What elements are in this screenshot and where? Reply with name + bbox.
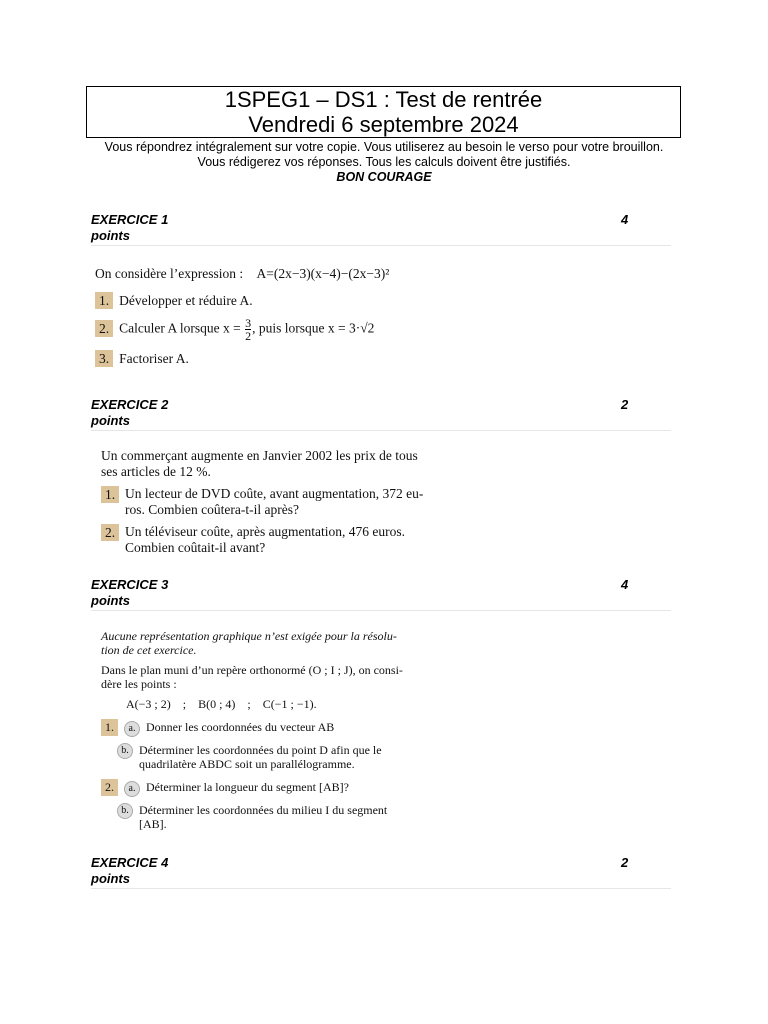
exercise-points-word: points (91, 871, 130, 886)
ex1-question-2 (95, 317, 445, 342)
ex2-intro-1: Un commerçant augmente en Janvier 2002 les prix de tous (101, 448, 418, 463)
question-number: 2. (95, 320, 113, 337)
exercise-points-word: points (91, 413, 130, 428)
exercise-title: EXERCICE 2 (91, 397, 169, 412)
sub-question-label: b. (117, 803, 133, 819)
good-luck: BON COURAGE (336, 170, 432, 184)
question-text: Développer et réduire A. (119, 293, 253, 308)
sub-question-label: b. (117, 743, 133, 759)
instruction-line-2: Vous rédigerez vos réponses. Tous les calculs doivent être justifiés. (197, 155, 571, 169)
divider (91, 430, 671, 431)
question-text: Donner les coordonnées du vecteur AB (146, 720, 335, 734)
fraction-numerator: 3 (245, 316, 252, 330)
question-text-cont: [AB]. (139, 817, 167, 831)
instruction-line-1: Vous répondrez intégralement sur votre copie. Vous utiliserez au besoin le verso pour votre brouillon. (104, 140, 664, 154)
exercise-1-content (95, 266, 445, 367)
document-date: Vendredi 6 septembre 2024 (248, 112, 519, 137)
question-text-cont: , puis lorsque x = 3·√2 (252, 320, 375, 336)
instructions (0, 140, 768, 185)
question-number: 2. (101, 524, 119, 541)
question-text: Factoriser A. (119, 351, 189, 366)
question-number: 1. (101, 486, 119, 503)
ex3-note-1: Aucune représentation graphique n’est exigée pour la résolu- (101, 629, 397, 643)
question-text: Déterminer la longueur du segment [AB]? (146, 780, 349, 794)
question-text: Un téléviseur coûte, après augmentation, 476 euros. (125, 524, 406, 539)
exercise-title: EXERCICE 1 (91, 212, 169, 227)
exercise-4-header (91, 855, 671, 887)
ex3-question-1a (101, 719, 431, 737)
question-number: 1. (95, 292, 113, 309)
ex3-question-1b (101, 743, 431, 771)
exercise-points: 2 (621, 397, 629, 412)
fraction-denominator: 2 (245, 329, 252, 343)
ex2-intro-2: ses articles de 12 %. (101, 464, 211, 479)
exercise-points: 4 (621, 577, 629, 592)
divider (91, 245, 671, 246)
ex3-points: A(−3 ; 2) ; B(0 ; 4) ; C(−1 ; −1). (126, 697, 317, 711)
title-box (86, 86, 681, 138)
ex2-question-2 (101, 524, 463, 556)
ex3-note-2: tion de cet exercice. (101, 643, 197, 657)
exercise-points-word: points (91, 228, 130, 243)
sub-question-label: a. (124, 781, 140, 797)
document-title: 1SPEG1 – DS1 : Test de rentrée (224, 87, 543, 112)
question-number: 2. (101, 779, 118, 796)
exercise-points-word: points (91, 593, 130, 608)
sub-question-label: a. (124, 721, 140, 737)
ex1-question-3 (95, 350, 445, 367)
exercise-3-header (91, 577, 671, 609)
exercise-points: 4 (621, 212, 629, 227)
question-number: 1. (101, 719, 118, 736)
exercise-2-content (101, 448, 463, 556)
question-text-cont: Combien coûtait-il avant? (125, 540, 266, 555)
divider (91, 610, 671, 611)
exercise-1-header (91, 212, 671, 244)
question-text-cont: ros. Combien coûtera-t-il après? (125, 502, 299, 517)
ex1-question-1 (95, 292, 445, 309)
ex3-question-2a (101, 779, 431, 797)
divider (91, 888, 671, 889)
question-number: 3. (95, 350, 113, 367)
ex1-intro-text: On considère l’expression : (95, 266, 244, 281)
exercise-title: EXERCICE 4 (91, 855, 169, 870)
question-text-cont: quadrilatère ABDC soit un parallélogramme. (139, 757, 355, 771)
ex1-intro (95, 266, 445, 282)
question-text: Un lecteur de DVD coûte, avant augmentation, 372 eu- (125, 486, 424, 501)
exercise-points: 2 (621, 855, 629, 870)
exercise-3-content (101, 629, 431, 831)
ex2-question-1 (101, 486, 463, 518)
exercise-title: EXERCICE 3 (91, 577, 169, 592)
exercise-2-header (91, 397, 671, 429)
ex3-intro-1: Dans le plan muni d’un repère orthonormé (O ; I ; J), on consi- (101, 663, 403, 677)
ex3-question-2b (101, 803, 431, 831)
ex3-intro-2: dère les points : (101, 677, 177, 691)
fraction (245, 317, 251, 342)
question-text: Déterminer les coordonnées du milieu I du segment (139, 803, 388, 817)
question-text: Déterminer les coordonnées du point D afin que le (139, 743, 382, 757)
question-text: Calculer A lorsque x = (119, 320, 241, 336)
ex1-expression: A=(2x−3)(x−4)−(2x−3)² (256, 266, 390, 281)
